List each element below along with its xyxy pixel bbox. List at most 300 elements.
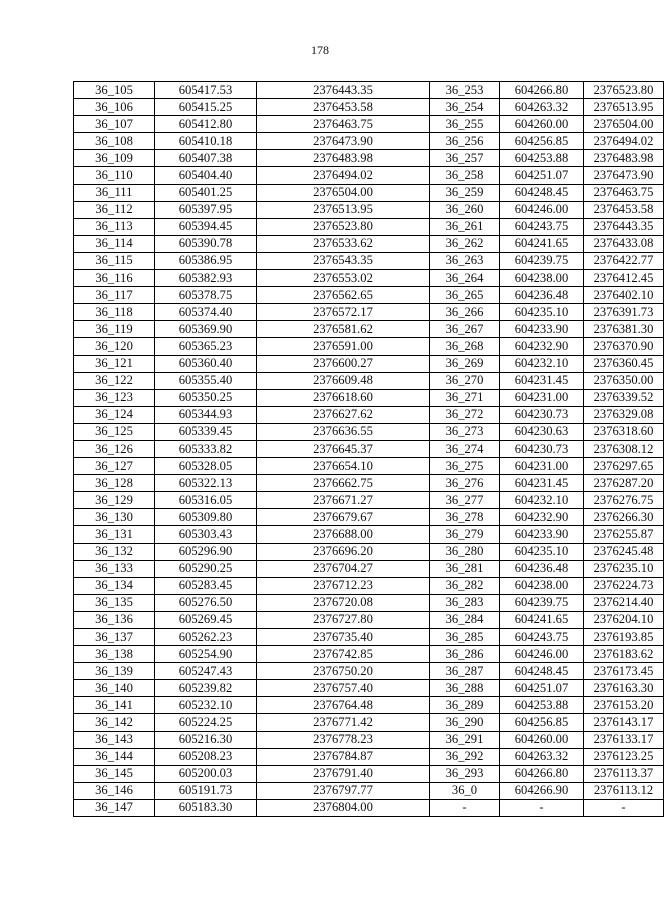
x-left-cell: 605303.43	[155, 526, 257, 543]
x-right-cell: 604253.88	[500, 697, 584, 714]
y-left-cell: 2376804.00	[257, 799, 430, 816]
point-id-right-cell: 36_254	[430, 99, 500, 116]
x-right-cell: 604232.10	[500, 492, 584, 509]
point-id-left-cell: 36_139	[74, 663, 155, 680]
y-right-cell: 2376214.40	[584, 594, 664, 611]
x-right-cell: 604243.75	[500, 629, 584, 646]
point-id-right-cell: 36_260	[430, 201, 500, 218]
x-right-cell: 604238.00	[500, 577, 584, 594]
y-left-cell: 2376712.23	[257, 577, 430, 594]
x-right-cell: 604241.65	[500, 611, 584, 628]
x-right-cell: 604241.65	[500, 235, 584, 252]
point-id-right-cell: -	[430, 799, 500, 816]
y-left-cell: 2376735.40	[257, 629, 430, 646]
x-right-cell: 604266.80	[500, 765, 584, 782]
x-left-cell: 605412.80	[155, 116, 257, 133]
y-left-cell: 2376443.35	[257, 82, 430, 99]
x-right-cell: 604236.48	[500, 287, 584, 304]
x-left-cell: 605183.30	[155, 799, 257, 816]
x-left-cell: 605344.93	[155, 406, 257, 423]
y-right-cell: 2376276.75	[584, 492, 664, 509]
y-left-cell: 2376727.80	[257, 611, 430, 628]
table-row	[74, 218, 664, 235]
x-right-cell: 604232.90	[500, 338, 584, 355]
x-left-cell: 605191.73	[155, 782, 257, 799]
y-left-cell: 2376504.00	[257, 184, 430, 201]
x-left-cell: 605296.90	[155, 543, 257, 560]
point-id-right-cell: 36_279	[430, 526, 500, 543]
y-left-cell: 2376473.90	[257, 133, 430, 150]
table-row	[74, 526, 664, 543]
y-left-cell: 2376636.55	[257, 423, 430, 440]
y-right-cell: 2376350.00	[584, 372, 664, 389]
y-right-cell: 2376463.75	[584, 184, 664, 201]
table-row	[74, 82, 664, 99]
x-left-cell: 605309.80	[155, 509, 257, 526]
point-id-left-cell: 36_142	[74, 714, 155, 731]
x-right-cell: 604231.45	[500, 372, 584, 389]
point-id-right-cell: 36_293	[430, 765, 500, 782]
point-id-left-cell: 36_145	[74, 765, 155, 782]
y-right-cell: 2376483.98	[584, 150, 664, 167]
coordinates-table-body	[74, 82, 664, 817]
x-left-cell: 605200.03	[155, 765, 257, 782]
y-right-cell: 2376381.30	[584, 321, 664, 338]
x-right-cell: 604256.85	[500, 714, 584, 731]
x-left-cell: 605386.95	[155, 252, 257, 269]
point-id-left-cell: 36_106	[74, 99, 155, 116]
x-left-cell: 605283.45	[155, 577, 257, 594]
point-id-right-cell: 36_257	[430, 150, 500, 167]
table-row	[74, 560, 664, 577]
x-right-cell: 604238.00	[500, 270, 584, 287]
x-right-cell: 604260.00	[500, 731, 584, 748]
y-left-cell: 2376523.80	[257, 218, 430, 235]
y-right-cell: 2376287.20	[584, 475, 664, 492]
point-id-right-cell: 36_286	[430, 646, 500, 663]
y-left-cell: 2376742.85	[257, 646, 430, 663]
point-id-left-cell: 36_126	[74, 440, 155, 457]
x-left-cell: 605397.95	[155, 201, 257, 218]
y-right-cell: 2376173.45	[584, 663, 664, 680]
point-id-right-cell: 36_272	[430, 406, 500, 423]
y-left-cell: 2376662.75	[257, 475, 430, 492]
y-right-cell: 2376453.58	[584, 201, 664, 218]
x-left-cell: 605394.45	[155, 218, 257, 235]
point-id-right-cell: 36_270	[430, 372, 500, 389]
y-left-cell: 2376618.60	[257, 389, 430, 406]
point-id-right-cell: 36_278	[430, 509, 500, 526]
point-id-right-cell: 36_265	[430, 287, 500, 304]
point-id-left-cell: 36_128	[74, 475, 155, 492]
point-id-right-cell: 36_285	[430, 629, 500, 646]
y-right-cell: 2376245.48	[584, 543, 664, 560]
point-id-left-cell: 36_147	[74, 799, 155, 816]
x-right-cell: 604260.00	[500, 116, 584, 133]
y-left-cell: 2376562.65	[257, 287, 430, 304]
y-left-cell: 2376533.62	[257, 235, 430, 252]
x-right-cell: 604231.00	[500, 458, 584, 475]
point-id-right-cell: 36_0	[430, 782, 500, 799]
table-row	[74, 252, 664, 269]
y-right-cell: 2376113.37	[584, 765, 664, 782]
point-id-left-cell: 36_121	[74, 355, 155, 372]
x-right-cell: 604246.00	[500, 201, 584, 218]
point-id-right-cell: 36_276	[430, 475, 500, 492]
point-id-right-cell: 36_264	[430, 270, 500, 287]
point-id-right-cell: 36_263	[430, 252, 500, 269]
y-left-cell: 2376572.17	[257, 304, 430, 321]
x-right-cell: 604248.45	[500, 184, 584, 201]
x-left-cell: 605382.93	[155, 270, 257, 287]
table-row	[74, 799, 664, 816]
x-left-cell: 605417.53	[155, 82, 257, 99]
y-right-cell: 2376443.35	[584, 218, 664, 235]
x-right-cell: 604231.00	[500, 389, 584, 406]
y-right-cell: 2376523.80	[584, 82, 664, 99]
x-left-cell: 605216.30	[155, 731, 257, 748]
point-id-right-cell: 36_268	[430, 338, 500, 355]
point-id-left-cell: 36_123	[74, 389, 155, 406]
point-id-right-cell: 36_280	[430, 543, 500, 560]
point-id-left-cell: 36_115	[74, 252, 155, 269]
point-id-left-cell: 36_141	[74, 697, 155, 714]
x-left-cell: 605208.23	[155, 748, 257, 765]
x-right-cell: 604246.00	[500, 646, 584, 663]
point-id-left-cell: 36_113	[74, 218, 155, 235]
table-row	[74, 423, 664, 440]
x-left-cell: 605415.25	[155, 99, 257, 116]
y-left-cell: 2376750.20	[257, 663, 430, 680]
table-row	[74, 731, 664, 748]
table-row	[74, 680, 664, 697]
table-row	[74, 99, 664, 116]
x-left-cell: 605262.23	[155, 629, 257, 646]
point-id-right-cell: 36_259	[430, 184, 500, 201]
page-number: 178	[311, 43, 329, 57]
point-id-left-cell: 36_127	[74, 458, 155, 475]
x-left-cell: 605355.40	[155, 372, 257, 389]
x-right-cell: 604251.07	[500, 167, 584, 184]
y-left-cell: 2376463.75	[257, 116, 430, 133]
y-left-cell: 2376494.02	[257, 167, 430, 184]
table-row	[74, 697, 664, 714]
point-id-left-cell: 36_143	[74, 731, 155, 748]
table-row	[74, 338, 664, 355]
y-left-cell: 2376791.40	[257, 765, 430, 782]
point-id-left-cell: 36_140	[74, 680, 155, 697]
point-id-left-cell: 36_134	[74, 577, 155, 594]
y-right-cell: 2376433.08	[584, 235, 664, 252]
y-right-cell: 2376504.00	[584, 116, 664, 133]
point-id-left-cell: 36_131	[74, 526, 155, 543]
table-row	[74, 150, 664, 167]
point-id-left-cell: 36_111	[74, 184, 155, 201]
table-row	[74, 475, 664, 492]
y-left-cell: 2376627.62	[257, 406, 430, 423]
x-left-cell: 605360.40	[155, 355, 257, 372]
x-left-cell: 605322.13	[155, 475, 257, 492]
table-row	[74, 167, 664, 184]
y-right-cell: 2376318.60	[584, 423, 664, 440]
point-id-left-cell: 36_136	[74, 611, 155, 628]
y-left-cell: 2376483.98	[257, 150, 430, 167]
y-left-cell: 2376778.23	[257, 731, 430, 748]
point-id-right-cell: 36_271	[430, 389, 500, 406]
point-id-left-cell: 36_135	[74, 594, 155, 611]
point-id-right-cell: 36_274	[430, 440, 500, 457]
point-id-left-cell: 36_117	[74, 287, 155, 304]
table-row	[74, 765, 664, 782]
table-row	[74, 116, 664, 133]
point-id-left-cell: 36_118	[74, 304, 155, 321]
table-row	[74, 492, 664, 509]
y-right-cell: 2376329.08	[584, 406, 664, 423]
table-row	[74, 646, 664, 663]
table-row	[74, 577, 664, 594]
y-left-cell: 2376553.02	[257, 270, 430, 287]
x-right-cell: 604253.88	[500, 150, 584, 167]
y-left-cell: 2376600.27	[257, 355, 430, 372]
x-left-cell: 605374.40	[155, 304, 257, 321]
x-left-cell: 605269.45	[155, 611, 257, 628]
point-id-right-cell: 36_261	[430, 218, 500, 235]
y-right-cell: 2376153.20	[584, 697, 664, 714]
point-id-left-cell: 36_120	[74, 338, 155, 355]
y-right-cell: 2376422.77	[584, 252, 664, 269]
point-id-right-cell: 36_253	[430, 82, 500, 99]
x-left-cell: 605254.90	[155, 646, 257, 663]
table-row	[74, 389, 664, 406]
point-id-left-cell: 36_107	[74, 116, 155, 133]
point-id-right-cell: 36_262	[430, 235, 500, 252]
y-right-cell: 2376402.10	[584, 287, 664, 304]
point-id-right-cell: 36_289	[430, 697, 500, 714]
x-right-cell: 604256.85	[500, 133, 584, 150]
y-right-cell: -	[584, 799, 664, 816]
point-id-left-cell: 36_138	[74, 646, 155, 663]
y-right-cell: 2376360.45	[584, 355, 664, 372]
x-left-cell: 605369.90	[155, 321, 257, 338]
table-row	[74, 594, 664, 611]
table-row	[74, 782, 664, 799]
y-left-cell: 2376654.10	[257, 458, 430, 475]
x-left-cell: 605365.23	[155, 338, 257, 355]
y-left-cell: 2376764.48	[257, 697, 430, 714]
point-id-right-cell: 36_283	[430, 594, 500, 611]
table-row	[74, 133, 664, 150]
table-row	[74, 372, 664, 389]
point-id-left-cell: 36_137	[74, 629, 155, 646]
point-id-left-cell: 36_114	[74, 235, 155, 252]
y-right-cell: 2376183.62	[584, 646, 664, 663]
x-right-cell: -	[500, 799, 584, 816]
x-left-cell: 605328.05	[155, 458, 257, 475]
point-id-right-cell: 36_267	[430, 321, 500, 338]
point-id-right-cell: 36_277	[430, 492, 500, 509]
point-id-left-cell: 36_146	[74, 782, 155, 799]
point-id-left-cell: 36_119	[74, 321, 155, 338]
point-id-right-cell: 36_290	[430, 714, 500, 731]
point-id-left-cell: 36_132	[74, 543, 155, 560]
y-right-cell: 2376494.02	[584, 133, 664, 150]
y-right-cell: 2376133.17	[584, 731, 664, 748]
x-right-cell: 604266.80	[500, 82, 584, 99]
x-right-cell: 604251.07	[500, 680, 584, 697]
y-right-cell: 2376235.10	[584, 560, 664, 577]
table-row	[74, 629, 664, 646]
y-right-cell: 2376193.85	[584, 629, 664, 646]
y-right-cell: 2376255.87	[584, 526, 664, 543]
point-id-right-cell: 36_281	[430, 560, 500, 577]
x-left-cell: 605339.45	[155, 423, 257, 440]
x-right-cell: 604232.10	[500, 355, 584, 372]
y-right-cell: 2376370.90	[584, 338, 664, 355]
x-right-cell: 604239.75	[500, 252, 584, 269]
y-right-cell: 2376113.12	[584, 782, 664, 799]
y-left-cell: 2376453.58	[257, 99, 430, 116]
y-left-cell: 2376771.42	[257, 714, 430, 731]
y-right-cell: 2376143.17	[584, 714, 664, 731]
x-right-cell: 604232.90	[500, 509, 584, 526]
y-left-cell: 2376757.40	[257, 680, 430, 697]
table-row	[74, 406, 664, 423]
table-row	[74, 321, 664, 338]
x-right-cell: 604239.75	[500, 594, 584, 611]
point-id-right-cell: 36_266	[430, 304, 500, 321]
x-left-cell: 605407.38	[155, 150, 257, 167]
y-left-cell: 2376696.20	[257, 543, 430, 560]
x-left-cell: 605390.78	[155, 235, 257, 252]
coordinates-table	[73, 81, 664, 817]
y-left-cell: 2376704.27	[257, 560, 430, 577]
table-row	[74, 201, 664, 218]
point-id-right-cell: 36_258	[430, 167, 500, 184]
x-right-cell: 604231.45	[500, 475, 584, 492]
y-left-cell: 2376720.08	[257, 594, 430, 611]
y-left-cell: 2376543.35	[257, 252, 430, 269]
point-id-left-cell: 36_124	[74, 406, 155, 423]
point-id-right-cell: 36_282	[430, 577, 500, 594]
y-right-cell: 2376297.65	[584, 458, 664, 475]
y-left-cell: 2376797.77	[257, 782, 430, 799]
x-right-cell: 604235.10	[500, 304, 584, 321]
x-right-cell: 604230.63	[500, 423, 584, 440]
x-right-cell: 604263.32	[500, 748, 584, 765]
y-left-cell: 2376784.87	[257, 748, 430, 765]
table-row	[74, 270, 664, 287]
table-row	[74, 304, 664, 321]
x-right-cell: 604230.73	[500, 406, 584, 423]
point-id-right-cell: 36_273	[430, 423, 500, 440]
y-right-cell: 2376123.25	[584, 748, 664, 765]
x-left-cell: 605232.10	[155, 697, 257, 714]
y-right-cell: 2376224.73	[584, 577, 664, 594]
point-id-left-cell: 36_133	[74, 560, 155, 577]
x-left-cell: 605401.25	[155, 184, 257, 201]
x-right-cell: 604263.32	[500, 99, 584, 116]
y-right-cell: 2376163.30	[584, 680, 664, 697]
table-row	[74, 714, 664, 731]
point-id-right-cell: 36_256	[430, 133, 500, 150]
x-left-cell: 605224.25	[155, 714, 257, 731]
point-id-right-cell: 36_255	[430, 116, 500, 133]
x-right-cell: 604233.90	[500, 321, 584, 338]
point-id-left-cell: 36_122	[74, 372, 155, 389]
point-id-left-cell: 36_130	[74, 509, 155, 526]
x-right-cell: 604243.75	[500, 218, 584, 235]
x-right-cell: 604233.90	[500, 526, 584, 543]
x-left-cell: 605316.05	[155, 492, 257, 509]
point-id-right-cell: 36_284	[430, 611, 500, 628]
point-id-left-cell: 36_109	[74, 150, 155, 167]
x-left-cell: 605239.82	[155, 680, 257, 697]
y-left-cell: 2376513.95	[257, 201, 430, 218]
y-right-cell: 2376473.90	[584, 167, 664, 184]
y-left-cell: 2376609.48	[257, 372, 430, 389]
point-id-right-cell: 36_288	[430, 680, 500, 697]
x-left-cell: 605410.18	[155, 133, 257, 150]
point-id-left-cell: 36_116	[74, 270, 155, 287]
x-right-cell: 604236.48	[500, 560, 584, 577]
point-id-right-cell: 36_292	[430, 748, 500, 765]
x-right-cell: 604266.90	[500, 782, 584, 799]
x-left-cell: 605247.43	[155, 663, 257, 680]
x-left-cell: 605290.25	[155, 560, 257, 577]
x-right-cell: 604235.10	[500, 543, 584, 560]
y-right-cell: 2376339.52	[584, 389, 664, 406]
point-id-left-cell: 36_105	[74, 82, 155, 99]
y-left-cell: 2376581.62	[257, 321, 430, 338]
point-id-right-cell: 36_275	[430, 458, 500, 475]
table-row	[74, 184, 664, 201]
point-id-left-cell: 36_129	[74, 492, 155, 509]
point-id-left-cell: 36_108	[74, 133, 155, 150]
y-left-cell: 2376671.27	[257, 492, 430, 509]
y-left-cell: 2376679.67	[257, 509, 430, 526]
y-right-cell: 2376266.30	[584, 509, 664, 526]
y-left-cell: 2376645.37	[257, 440, 430, 457]
table-row	[74, 287, 664, 304]
point-id-left-cell: 36_110	[74, 167, 155, 184]
y-right-cell: 2376513.95	[584, 99, 664, 116]
x-right-cell: 604230.73	[500, 440, 584, 457]
table-row	[74, 509, 664, 526]
y-left-cell: 2376591.00	[257, 338, 430, 355]
point-id-left-cell: 36_144	[74, 748, 155, 765]
table-row	[74, 543, 664, 560]
y-right-cell: 2376412.45	[584, 270, 664, 287]
x-left-cell: 605378.75	[155, 287, 257, 304]
point-id-left-cell: 36_125	[74, 423, 155, 440]
y-right-cell: 2376308.12	[584, 440, 664, 457]
table-row	[74, 611, 664, 628]
x-left-cell: 605333.82	[155, 440, 257, 457]
x-left-cell: 605276.50	[155, 594, 257, 611]
point-id-right-cell: 36_291	[430, 731, 500, 748]
point-id-right-cell: 36_287	[430, 663, 500, 680]
table-row	[74, 663, 664, 680]
table-row	[74, 440, 664, 457]
table-row	[74, 748, 664, 765]
table-row	[74, 458, 664, 475]
table-row	[74, 235, 664, 252]
point-id-right-cell: 36_269	[430, 355, 500, 372]
point-id-left-cell: 36_112	[74, 201, 155, 218]
table-row	[74, 355, 664, 372]
x-left-cell: 605404.40	[155, 167, 257, 184]
x-right-cell: 604248.45	[500, 663, 584, 680]
